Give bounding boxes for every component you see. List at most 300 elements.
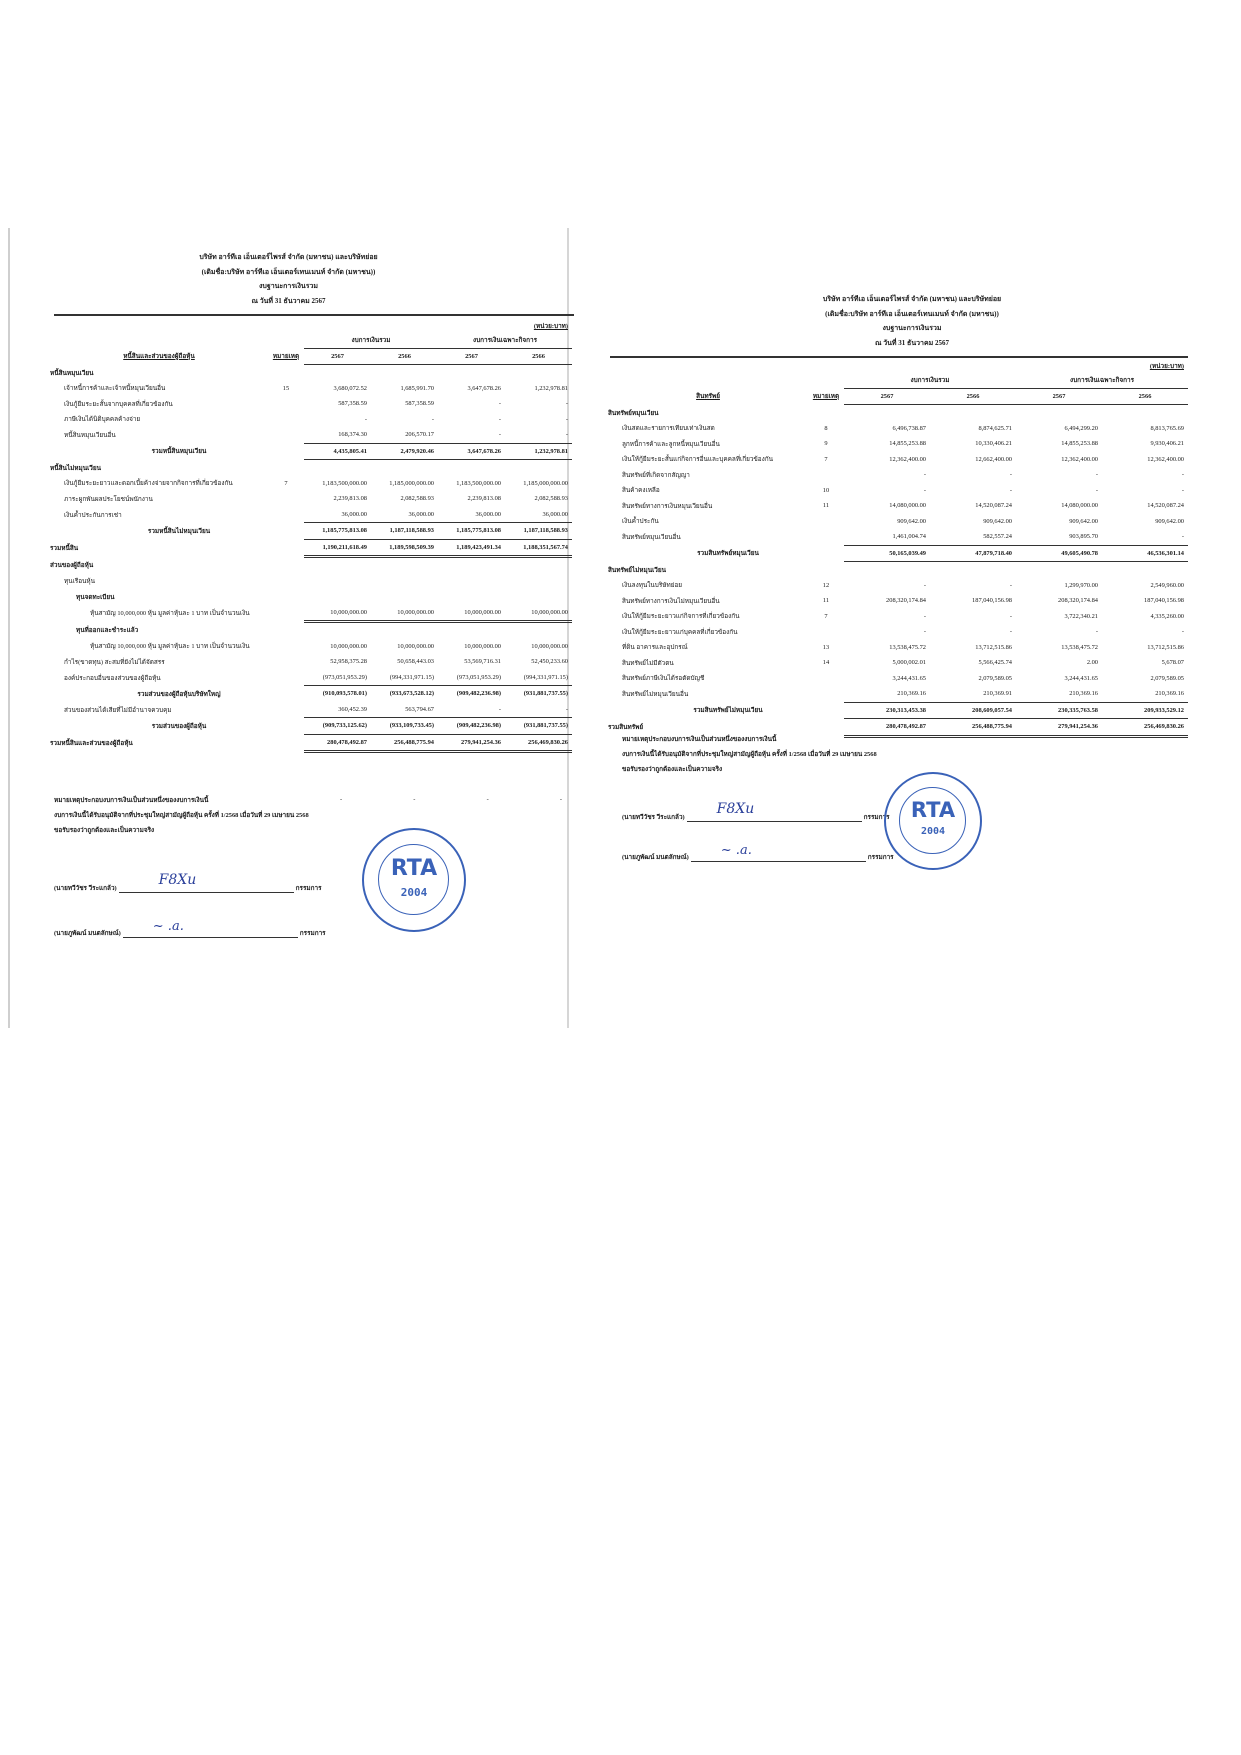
row-note [268, 507, 304, 523]
row-note [268, 589, 304, 605]
row-label: หนี้สินหมุนเวียนอื่น [64, 432, 116, 439]
row-value [1102, 562, 1188, 578]
table-row [50, 589, 572, 605]
row-label: เจ้าหนี้การค้าและเจ้าหนี้หมุนเวียนอื่น [64, 385, 166, 393]
row-value: - [1009, 471, 1012, 479]
row-value: (973,051,953.29) [322, 673, 367, 681]
row-value: 587,358.59 [338, 400, 367, 408]
row-note [808, 702, 844, 719]
row-value: - [1095, 471, 1098, 479]
table-row [608, 593, 1188, 609]
table-row [608, 529, 1188, 545]
footer-approval: งบการเงินนี้ได้รับอนุมัติจากที่ประชุมใหญ่สามัญผู้ถือหุ้น ครั้งที่ 1/2568 เมื่อวันที่ 29 เมษายน 2568 [54, 812, 309, 819]
row-value [844, 562, 930, 578]
row-note [268, 670, 304, 686]
table-row [608, 452, 1188, 468]
row-value: 2,082,588.93 [534, 495, 568, 503]
row-value: (973,051,953.29) [456, 673, 501, 681]
row-value [930, 405, 1016, 421]
row-label: ลูกหนี้การค้าและลูกหนี้หมุนเวียนอื่น [622, 440, 720, 448]
row-value: - [565, 400, 568, 408]
row-value: 2,079,589.05 [978, 674, 1012, 682]
row-value: 14,855,253.88 [1061, 440, 1098, 448]
table-row [50, 557, 572, 574]
row-value: 36,000.00 [542, 510, 568, 518]
footer-notes [54, 793, 309, 838]
table-row [50, 412, 572, 428]
row-value [304, 557, 371, 574]
year-header: 2566 [371, 348, 438, 365]
row-value: 1,232,978.81 [505, 443, 572, 460]
row-label: สินทรัพย์ไม่หมุนเวียนอื่น [622, 691, 689, 698]
row-value: - [1009, 486, 1012, 494]
row-value: - [565, 431, 568, 439]
row-value: 10,000,000.00 [397, 642, 434, 650]
row-value: - [923, 628, 926, 636]
row-value: 10,000,000.00 [438, 605, 505, 622]
row-value [438, 622, 505, 639]
group-separate: งบการเงินเฉพาะกิจการ [1016, 372, 1188, 388]
row-note [808, 671, 844, 687]
year-header: 2566 [1102, 388, 1188, 405]
signature-line-1: (นายทวีวัชร วีระแกล้ว) F8Xu กรรมการ [622, 801, 890, 821]
row-value [438, 460, 505, 476]
row-value: 279,941,254.36 [1016, 719, 1102, 737]
unit-label: (หน่วย:บาท) [533, 323, 568, 330]
row-note [268, 639, 304, 655]
row-value: - [1009, 628, 1012, 636]
row-value: - [1181, 628, 1184, 636]
assets-table [608, 360, 1188, 738]
row-value: 12,662,400.00 [975, 455, 1012, 463]
row-value: 582,557.24 [983, 533, 1012, 541]
row-note [268, 622, 304, 639]
row-value: 12,362,400.00 [1061, 455, 1098, 463]
unit-label: (หน่วย:บาท) [1149, 363, 1184, 370]
row-value: 14,080,000.00 [1061, 502, 1098, 510]
row-note: 7 [284, 479, 288, 487]
row-value: 1,190,211,618.49 [304, 539, 371, 557]
note-column-header: หมายเหตุ [812, 393, 840, 401]
row-note [268, 654, 304, 670]
row-value: 13,538,475.72 [889, 643, 926, 651]
row-note: 13 [822, 643, 830, 651]
row-value: 10,000,000.00 [531, 642, 568, 650]
liabilities-table [50, 320, 572, 753]
row-value: 53,569,716.31 [464, 658, 501, 666]
row-note: 11 [822, 597, 830, 605]
row-note [268, 491, 304, 507]
table-row [608, 702, 1188, 719]
row-value [844, 405, 930, 421]
statement-title: งบฐานะการเงินรวม [882, 324, 942, 332]
row-label: หุ้นสามัญ 10,000,000 หุ้น มูลค่าหุ้นละ 1 บาท เป็นจำนวนเงิน [90, 643, 250, 651]
row-value: 230,313,453.38 [844, 702, 930, 719]
row-note [268, 539, 304, 557]
row-value: 10,330,406.21 [975, 440, 1012, 448]
table-row [50, 734, 572, 752]
row-note: 7 [824, 612, 828, 620]
row-value: - [923, 486, 926, 494]
row-label: เงินกู้ยืมระยะสั้นจากบุคคลที่เกี่ยวข้องกัน [64, 400, 173, 408]
row-note [268, 686, 304, 702]
row-value: 1,189,598,509.39 [371, 539, 438, 557]
row-value: 52,958,375.28 [330, 658, 367, 666]
row-value: (994,331,971.15) [523, 673, 568, 681]
table-row [608, 655, 1188, 671]
row-value: 9,930,406.21 [1150, 440, 1184, 448]
row-value: 2.00 [1086, 659, 1098, 667]
row-value: 587,358.59 [405, 400, 434, 408]
row-value: 10,000,000.00 [371, 605, 438, 622]
row-value: 13,712,515.86 [975, 643, 1012, 651]
row-value: 909,642.00 [1069, 517, 1098, 525]
header-rule [610, 356, 1188, 358]
row-value: 13,712,515.86 [1147, 643, 1184, 651]
group-consolidated: งบการเงินรวม [844, 372, 1016, 388]
row-value: 279,941,254.36 [438, 734, 505, 752]
row-value: - [498, 400, 501, 408]
row-value [1102, 405, 1188, 421]
row-value: (909,482,236.98) [438, 718, 505, 735]
row-value [505, 365, 572, 381]
row-value: - [498, 705, 501, 713]
row-value: 2,239,813.08 [467, 495, 501, 503]
row-label: สินทรัพย์ทางการเงินไม่หมุนเวียนอื่น [622, 597, 720, 605]
row-note [268, 443, 304, 460]
row-label: ทุนเรือนหุ้น [64, 578, 95, 586]
row-value: 10,000,000.00 [464, 642, 501, 650]
row-value: 2,082,588.93 [400, 495, 434, 503]
row-value: (910,093,578.01) [304, 686, 371, 702]
row-value [505, 589, 572, 605]
row-label: เงินลงทุนในบริษัทย่อย [622, 582, 683, 590]
stamp-logo: RTA [390, 856, 438, 881]
row-value: 909,642.00 [983, 517, 1012, 525]
row-value: 8,874,625.71 [978, 424, 1012, 432]
row-value: - [498, 415, 501, 423]
row-label: รวมหนี้สินหมุนเวียน [151, 448, 207, 456]
row-value [438, 557, 505, 574]
row-label: เงินค้ำประกันการเช่า [64, 511, 122, 519]
row-value [371, 622, 438, 639]
row-label: เงินให้กู้ยืมระยะสั้นแก่กิจการอื่นและบุคคลที่เกี่ยวข้องกัน [622, 456, 773, 464]
signature-1: F8Xu [716, 801, 755, 817]
footer-dash-row: - - - - [340, 796, 562, 803]
row-value: 3,680,072.52 [333, 384, 367, 392]
table-row [50, 491, 572, 507]
row-value: 50,658,443.03 [397, 658, 434, 666]
row-value: - [364, 415, 367, 423]
row-note: 8 [824, 424, 828, 432]
footer-approval: งบการเงินนี้ได้รับอนุมัติจากที่ประชุมใหญ่สามัญผู้ถือหุ้น ครั้งที่ 1/2568 เมื่อวันที่ 29 เมษายน 2568 [622, 751, 877, 758]
section-title: สินทรัพย์ [696, 393, 720, 401]
row-value [505, 574, 572, 590]
table-row [608, 671, 1188, 687]
row-value: 230,335,763.58 [1016, 702, 1102, 719]
row-value: 1,188,351,567.74 [505, 539, 572, 557]
row-value: - [1181, 486, 1184, 494]
row-value: 1,185,775,813.08 [304, 523, 371, 540]
row-value [371, 557, 438, 574]
row-value: 360,452.39 [338, 705, 367, 713]
row-value: 256,488,775.94 [930, 719, 1016, 737]
row-value: 36,000.00 [475, 510, 501, 518]
signature-2: ~ .a. [720, 843, 752, 858]
row-label: หุ้นสามัญ 10,000,000 หุ้น มูลค่าหุ้นละ 1 บาท เป็นจำนวนเงิน [90, 610, 250, 617]
row-note [268, 412, 304, 428]
row-label: องค์ประกอบอื่นของส่วนของผู้ถือหุ้น [64, 674, 161, 682]
row-label: เงินให้กู้ยืมระยะยาวแก่บุคคลที่เกี่ยวข้องกัน [622, 628, 738, 636]
row-value: 1,232,978.81 [534, 384, 568, 392]
footer-note-line: หมายเหตุประกอบงบการเงินเป็นส่วนหนึ่งของงบการเงินนี้ [622, 736, 777, 743]
row-value: 1,461,004.74 [892, 533, 926, 541]
row-value: 1,185,775,813.08 [438, 523, 505, 540]
row-value: 14,520,087.24 [975, 502, 1012, 510]
row-value: 909,642.00 [1155, 517, 1184, 525]
row-value: 14,520,087.24 [1147, 502, 1184, 510]
company-stamp [884, 772, 982, 870]
row-note [268, 702, 304, 718]
row-value: 4,435,805.41 [304, 443, 371, 460]
signature-line-1: (นายทวีวัชร วีระแกล้ว) F8Xu กรรมการ [54, 872, 322, 892]
row-value: 8,813,765.69 [1150, 424, 1184, 432]
row-value: 256,469,830.26 [505, 734, 572, 752]
table-row [608, 640, 1188, 656]
row-value: 52,450,233.60 [531, 658, 568, 666]
row-note: 7 [824, 455, 828, 463]
row-label: ทุนที่ออกและชำระแล้ว [76, 627, 139, 634]
row-note [268, 523, 304, 540]
row-note: 11 [822, 502, 830, 510]
row-value: 168,374.30 [338, 431, 367, 439]
table-row [608, 609, 1188, 625]
row-value: 2,079,589.05 [1150, 674, 1184, 682]
row-note [808, 545, 844, 562]
row-label: รวมส่วนของผู้ถือหุ้นบริษัทใหญ่ [137, 690, 221, 698]
row-value: 209,933,529.12 [1102, 702, 1188, 719]
row-value: 256,488,775.94 [371, 734, 438, 752]
row-label: เงินค้ำประกัน [622, 518, 659, 526]
row-value: 49,605,490.78 [1016, 545, 1102, 562]
row-value [505, 557, 572, 574]
row-value: 210,369.91 [983, 690, 1012, 698]
table-row [608, 483, 1188, 499]
row-label: หนี้สินไม่หมุนเวียน [50, 464, 101, 472]
signature-2: ~ .a. [152, 919, 184, 934]
row-value: 50,165,039.49 [844, 545, 930, 562]
row-value: (931,881,737.55) [505, 686, 572, 702]
table-row [50, 539, 572, 557]
year-header: 2567 [304, 348, 371, 365]
row-value: 36,000.00 [341, 510, 367, 518]
row-value: 280,478,492.87 [844, 719, 930, 737]
table-row [50, 574, 572, 590]
signature-line-2: (นายภูพัฒน์ มนตลักษณ์) ~ .a. กรรมการ [54, 919, 326, 937]
table-row [50, 639, 572, 655]
row-value: 1,299,970.00 [1064, 581, 1098, 589]
table-row [50, 365, 572, 381]
row-label: สินทรัพย์ไม่หมุนเวียน [608, 566, 666, 574]
table-row [50, 381, 572, 397]
row-value: - [1181, 471, 1184, 479]
row-value: 2,479,920.46 [371, 443, 438, 460]
year-header: 2567 [438, 348, 505, 365]
row-value: - [498, 431, 501, 439]
row-note [268, 396, 304, 412]
row-value: - [1095, 628, 1098, 636]
table-row [608, 421, 1188, 437]
section-title: หนี้สินและส่วนของผู้ถือหุ้น [123, 353, 195, 361]
table-row [608, 514, 1188, 530]
row-value: (933,109,733.45) [371, 718, 438, 735]
row-label: ส่วนของผู้ถือหุ้น [50, 562, 94, 569]
row-value: - [923, 471, 926, 479]
row-value: 1,685,991.70 [400, 384, 434, 392]
row-value [304, 574, 371, 590]
row-value: 563,794.67 [405, 705, 434, 713]
row-note [268, 557, 304, 574]
row-note: 14 [822, 659, 830, 667]
table-row [608, 436, 1188, 452]
row-label: รวมหนี้สินไม่หมุนเวียน [147, 527, 211, 535]
former-name: (เดิมชื่อ:บริษัท อาร์ทีเอ เอ็นเตอร์เทนเมนท์ จำกัด (มหาชน)) [825, 309, 999, 318]
table-row [608, 686, 1188, 702]
year-header: 2566 [505, 348, 572, 365]
row-label: ภาระผูกพันผลประโยชน์พนักงาน [64, 495, 153, 503]
row-note [808, 405, 844, 421]
row-value: 10,000,000.00 [330, 642, 367, 650]
table-row [50, 523, 572, 540]
row-note [268, 734, 304, 752]
footer-certify: ขอรับรองว่าถูกต้องและเป็นความจริง [622, 766, 723, 773]
table-row [50, 686, 572, 702]
row-value: - [1095, 486, 1098, 494]
as-of-date: ณ วันที่ 31 ธันวาคม 2567 [874, 338, 950, 347]
row-note [268, 427, 304, 443]
row-value: 909,642.00 [897, 517, 926, 525]
row-note [808, 562, 844, 578]
row-label: เงินสดและรายการเทียบเท่าเงินสด [622, 425, 715, 433]
row-value: - [565, 415, 568, 423]
row-value [505, 622, 572, 639]
table-row [50, 443, 572, 460]
row-value: 210,369.16 [1155, 690, 1184, 698]
footer-note-line: หมายเหตุประกอบงบการเงินเป็นส่วนหนึ่งของงบการเงินนี้ [54, 797, 209, 804]
row-label: สินทรัพย์ภาษีเงินได้รอตัดบัญชี [622, 675, 705, 683]
row-value [304, 589, 371, 605]
row-note [808, 529, 844, 545]
row-note [268, 460, 304, 476]
row-note [268, 365, 304, 381]
row-value: - [923, 612, 926, 620]
row-value [304, 622, 371, 639]
row-note: 9 [824, 440, 828, 448]
row-value: 12,362,400.00 [889, 455, 926, 463]
row-value: 46,536,301.14 [1102, 545, 1188, 562]
table-row [50, 605, 572, 622]
row-value: 903,895.70 [1069, 533, 1098, 541]
row-value: 12,362,400.00 [1147, 455, 1184, 463]
row-value: 3,244,431.65 [892, 674, 926, 682]
table-row [608, 562, 1188, 578]
row-label: สินทรัพย์ไม่มีตัวตน [622, 659, 674, 667]
assets-page [608, 292, 1232, 952]
row-value: 187,040,156.98 [1144, 597, 1184, 605]
row-label: กำไร(ขาดทุน) สะสมที่ยังไม่ได้จัดสรร [64, 658, 165, 666]
row-value: 1,187,118,588.93 [505, 523, 572, 540]
row-value: 4,335,260.00 [1150, 612, 1184, 620]
row-label: ที่ดิน อาคารและอุปกรณ์ [622, 644, 688, 652]
table-row [50, 670, 572, 686]
row-value: 3,647,678.26 [438, 443, 505, 460]
row-value: 210,369.16 [897, 690, 926, 698]
row-value: - [1009, 581, 1012, 589]
row-value: - [565, 705, 568, 713]
stamp-year: 2004 [920, 826, 946, 837]
former-name: (เดิมชื่อ:บริษัท อาร์ทีเอ เอ็นเตอร์เทนเมนท์ จำกัด (มหาชน)) [201, 267, 376, 276]
company-name: บริษัท อาร์ทีเอ เอ็นเตอร์ไพรส์ จำกัด (มหาชน) และบริษัทย่อย [822, 295, 1002, 303]
row-value: 1,187,118,588.93 [371, 523, 438, 540]
as-of-date: ณ วันที่ 31 ธันวาคม 2567 [251, 296, 326, 305]
table-row [608, 578, 1188, 594]
row-note [268, 574, 304, 590]
row-value: 1,189,423,491.34 [438, 539, 505, 557]
table-row [50, 654, 572, 670]
row-label: สินทรัพย์หมุนเวียน [608, 409, 659, 417]
liabilities-equity-page [8, 228, 569, 1028]
row-value: 5,000,002.01 [892, 659, 926, 667]
row-value: 187,040,156.98 [972, 597, 1012, 605]
row-value: - [923, 581, 926, 589]
row-value: 14,080,000.00 [889, 502, 926, 510]
row-value: 208,320,174.84 [886, 597, 926, 605]
table-row [608, 624, 1188, 640]
row-value: 206,570.17 [405, 431, 434, 439]
row-value: 6,496,738.87 [892, 424, 926, 432]
row-label: เงินให้กู้ยืมระยะยาวแก่กิจการที่เกี่ยวข้องกัน [622, 613, 740, 621]
row-value: 14,855,253.88 [889, 440, 926, 448]
row-value: 1,185,000,000.00 [523, 479, 568, 487]
statement-title: งบฐานะการเงินรวม [258, 282, 319, 290]
table-row [608, 405, 1188, 421]
header-rule [54, 314, 574, 316]
row-value [505, 460, 572, 476]
row-note [808, 686, 844, 702]
row-value: 210,369.16 [1069, 690, 1098, 698]
row-value: 5,678.07 [1161, 659, 1184, 667]
row-note: 15 [282, 384, 290, 392]
row-value [930, 562, 1016, 578]
row-value: 10,000,000.00 [505, 605, 572, 622]
table-row [50, 476, 572, 492]
row-value: 6,494,299.20 [1064, 424, 1098, 432]
row-value [1016, 405, 1102, 421]
row-note: 10 [822, 486, 830, 494]
row-value: 3,244,431.65 [1064, 674, 1098, 682]
signature-line-2: (นายภูพัฒน์ มนตลักษณ์) ~ .a. กรรมการ [622, 843, 894, 861]
row-value: (933,673,528.12) [371, 686, 438, 702]
row-label: หนี้สินหมุนเวียน [50, 369, 94, 377]
footer-certify: ขอรับรองว่าถูกต้องและเป็นความจริง [54, 827, 155, 834]
row-value: (909,733,125.62) [304, 718, 371, 735]
row-value: 3,647,678.26 [467, 384, 501, 392]
company-name: บริษัท อาร์ทีเอ เอ็นเตอร์ไพรส์ จำกัด (มหาชน) และบริษัทย่อย [199, 253, 378, 261]
table-row [50, 718, 572, 735]
row-label: ภาษีเงินได้นิติบุคคลค้างจ่าย [64, 416, 141, 424]
row-value: (994,331,971.15) [389, 673, 434, 681]
year-header: 2566 [930, 388, 1016, 405]
